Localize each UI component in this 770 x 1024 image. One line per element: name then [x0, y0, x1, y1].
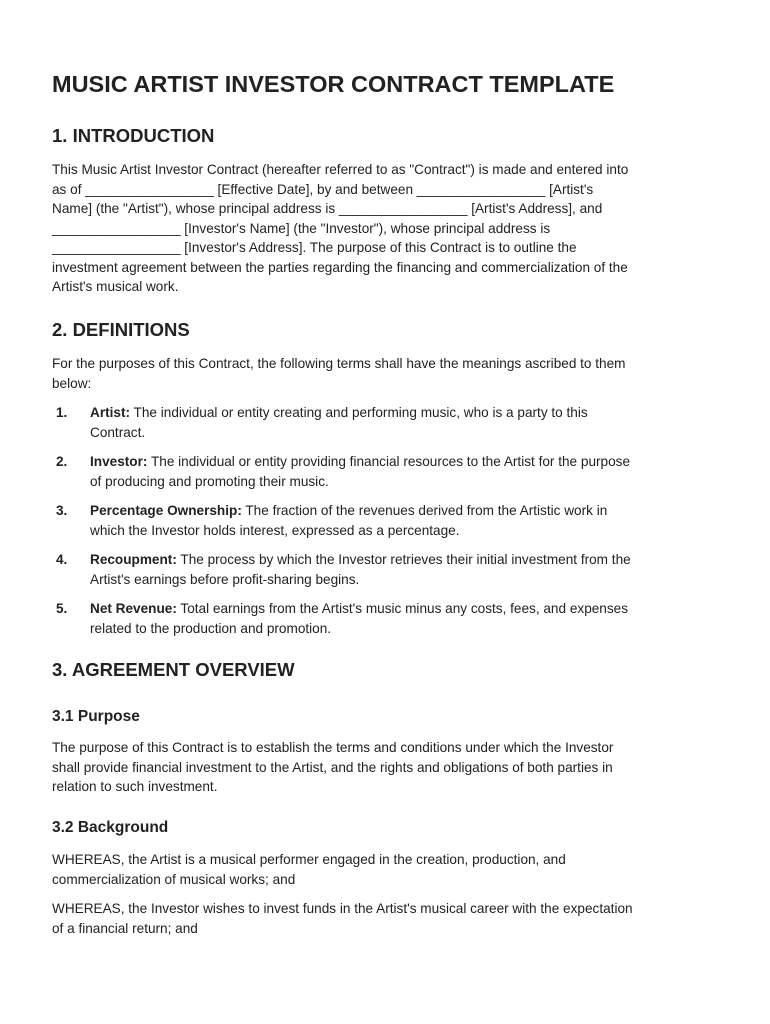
definition-term: Investor:: [90, 454, 148, 469]
text-line: below:: [52, 375, 92, 391]
definitions-list: [52, 403, 716, 648]
definition-term: Recoupment:: [90, 552, 177, 567]
purpose-paragraph: [52, 738, 716, 797]
list-number: 1.: [56, 405, 68, 420]
definition-text: [90, 403, 716, 442]
definition-text: [90, 599, 716, 638]
text-line: Contract.: [90, 424, 146, 440]
list-number: 4.: [56, 552, 68, 567]
list-number: 2.: [56, 454, 68, 469]
text-line: [90, 501, 716, 521]
definition-item-net-revenue: [52, 599, 716, 648]
text-line: [90, 452, 716, 472]
definition-text: [90, 550, 716, 589]
section-heading-introduction: 1. INTRODUCTION: [52, 125, 215, 146]
subsection-heading-purpose: 3.1 Purpose: [52, 708, 140, 725]
definition-description: The individual or entity providing financial resources to the Artist for the purpose: [147, 454, 631, 469]
definition-item-artist: [52, 403, 716, 452]
text-line: Artist's earnings before profit-sharing begins.: [90, 571, 360, 587]
text-line: [90, 403, 716, 423]
subsection-heading-background: 3.2 Background: [52, 819, 169, 836]
definition-item-percentage-ownership: [52, 501, 716, 550]
text-line: _________________ [Investor's Address]. The purpose of this Contract is to outline the: [52, 240, 577, 255]
text-line: which the Investor holds interest, expressed as a percentage.: [90, 522, 460, 538]
definition-description: Total earnings from the Artist's music minus any costs, fees, and expenses: [176, 601, 629, 616]
text-line: Artist's musical work.: [52, 279, 179, 294]
definition-item-investor: [52, 452, 716, 501]
text-line: commercialization of musical works; and: [52, 871, 296, 887]
text-line: WHEREAS, the Investor wishes to invest funds in the Artist's musical career with the expectation: [52, 901, 633, 916]
definition-description: The fraction of the revenues derived from the Artistic work in: [241, 503, 608, 518]
definitions-intro: [52, 354, 716, 393]
document-title: MUSIC ARTIST INVESTOR CONTRACT TEMPLATE: [52, 71, 615, 97]
definition-term: Artist:: [90, 405, 131, 420]
definition-term: Percentage Ownership:: [90, 503, 242, 518]
text-line: as of _________________ [Effective Date], by and between _________________ [Artist's: [52, 181, 594, 197]
text-line: For the purposes of this Contract, the following terms shall have the meanings ascribed to them: [52, 356, 626, 371]
text-line: of producing and promoting their music.: [90, 473, 329, 489]
definition-text: [90, 452, 716, 491]
section-heading-definitions: 2. DEFINITIONS: [52, 319, 190, 340]
text-line: investment agreement between the parties regarding the financing and commercialization of the: [52, 259, 628, 275]
list-number: 5.: [56, 601, 68, 616]
text-line: relation to such investment.: [52, 779, 218, 794]
text-line: _________________ [Investor's Name] (the "Investor"), whose principal address is: [52, 220, 551, 236]
definition-term: Net Revenue:: [90, 601, 177, 616]
definition-item-recoupment: [52, 550, 716, 599]
text-line: shall provide financial investment to the Artist, and the rights and obligations of both parties in: [52, 759, 613, 775]
text-line: [90, 550, 716, 570]
list-number: 3.: [56, 503, 68, 518]
text-line: The purpose of this Contract is to establish the terms and conditions under which the Investor: [52, 740, 614, 755]
section-heading-agreement-overview: 3. AGREEMENT OVERVIEW: [52, 659, 295, 680]
introduction-paragraph: [52, 160, 716, 297]
definition-text: [90, 501, 716, 540]
background-paragraph-1: [52, 850, 716, 889]
text-line: [90, 599, 716, 619]
text-line: WHEREAS, the Artist is a musical performer engaged in the creation, production, and: [52, 852, 566, 867]
definition-description: The process by which the Investor retrieves their initial investment from the: [176, 552, 631, 567]
text-line: of a financial return; and: [52, 920, 198, 936]
text-line: Name] (the "Artist"), whose principal address is _________________ [Artist's Address], and: [52, 201, 603, 216]
definition-description: The individual or entity creating and performing music, who is a party to this: [130, 405, 588, 420]
text-line: related to the production and promotion.: [90, 620, 332, 636]
text-line: This Music Artist Investor Contract (hereafter referred to as "Contract") is made and entered into: [52, 162, 629, 177]
background-paragraph-2: [52, 899, 716, 938]
